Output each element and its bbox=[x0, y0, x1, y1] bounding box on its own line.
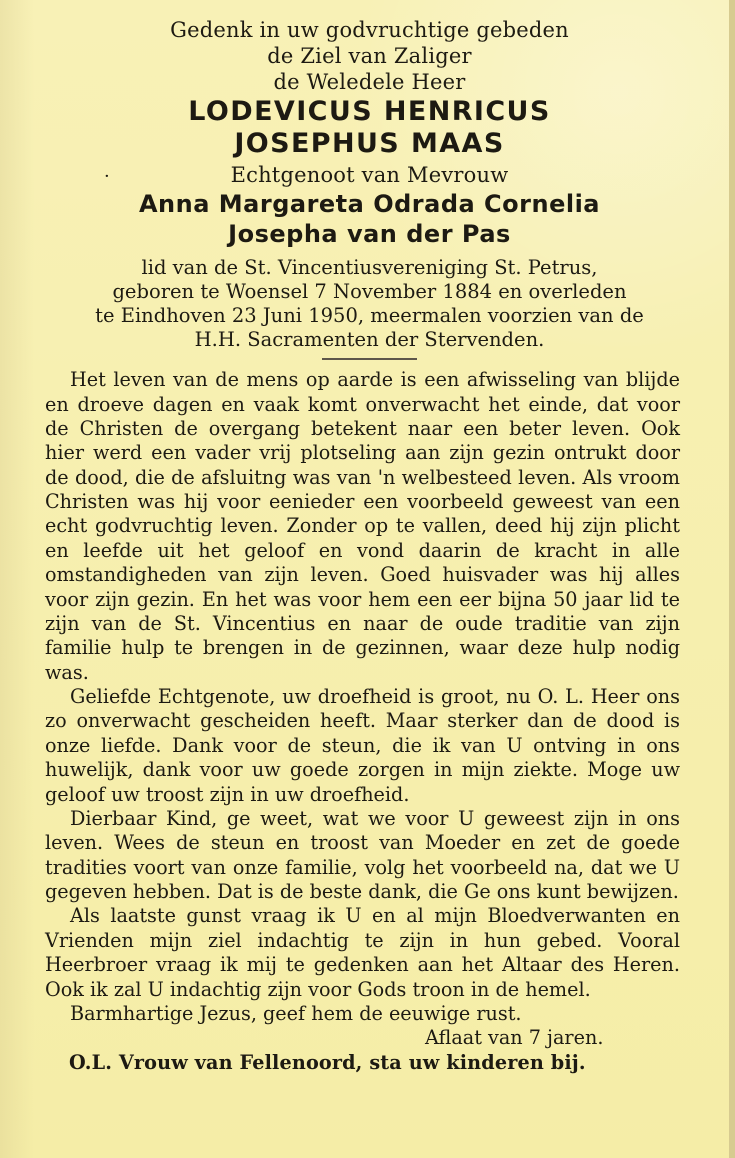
detail-line-4: H.H. Sacramenten der Stervenden. bbox=[194, 328, 545, 352]
indulgence-line: Aflaat van 7 jaren. bbox=[425, 1026, 604, 1050]
deceased-details bbox=[52, 256, 687, 352]
memorial-paragraph-3: Dierbaar Kind, ge weet, wat we voor U geweest zijn in ons leven. Wees de steun en troost van Moeder en zet de goede tradities voort van onze familie, volg het voorbeeld na, dat we U gegeven hebben. Dat is de beste dank, die Ge ons kunt bewijzen. bbox=[45, 806, 680, 904]
spouse-name-line-1: Anna Margareta Odrada Cornelia bbox=[138, 190, 600, 219]
header-line-2: de Ziel van Zaliger bbox=[267, 43, 472, 68]
deceased-name-line-1: LODEVICUS HENRICUS bbox=[188, 96, 551, 128]
detail-line-3: te Eindhoven 23 Juni 1950, meermalen voorzien van de bbox=[95, 304, 644, 328]
memorial-paragraph-4: Als laatste gunst vraag ik U en al mijn Bloedverwanten en Vrienden mijn ziel indachtig te zijn in hun gebed. Vooral Heerbroer vraag ik mij te gedenken aan het Altaar des Heren. Ook ik zal U indachtig zijn voor Gods troon in de hemel. bbox=[45, 904, 680, 1001]
memorial-text bbox=[45, 368, 680, 1075]
spouse-name-line-2: Josepha van der Pas bbox=[228, 219, 511, 248]
memorial-paragraph-2: Geliefde Echtgenote, uw droefheid is groot, nu O. L. Heer ons zo onverwacht gescheiden heeft. Maar sterker dan de dood is onze liefde. Dank voor de steun, die ik van U ontving in ons huwelijk, dank voor uw goede zorgen in mijn ziekte. Moge uw geloof uw troost zijn in uw droefheid. bbox=[45, 685, 680, 806]
header-line-1: Gedenk in uw godvruchtige gebeden bbox=[170, 18, 569, 42]
closing-prayer-line: O.L. Vrouw van Fellenoord, sta uw kinderen bij. bbox=[69, 1050, 586, 1074]
detail-line-1: lid van de St. Vincentiusvereniging St. Petrus, bbox=[141, 256, 598, 280]
spouse-label-row bbox=[52, 163, 687, 189]
detail-line-2: geboren te Woensel 7 November 1884 en overleden bbox=[112, 280, 627, 304]
memorial-paragraph-1: Het leven van de mens op aarde is een afwisseling van blijde en droeve dagen en vaak komt onverwacht het einde, dat voor de Christen de overgang betekent naar een beter leven. Ook hier werd een vader vrij plotseling aan zijn gezin ontrukt door de dood, die de afsluitng was van 'n welbesteed leven. Als vroom Christen was hij voor eenieder een voorbeeld geweest van een echt godvruchtig leven. Zonder op te vallen, deed hij zijn plicht en leefde uit het geloof en vond daarin de kracht in alle omstandigheden van zijn leven. Goed huisvader was hij alles voor zijn gezin. En het was voor hem een eer bijna 50 jaar lid te zijn van de St. Vincentius en naar de oude traditie van zijn familie hulp te brengen in de gezinnen, waar deze hulp nodig was. bbox=[45, 368, 680, 684]
dot-mark: · bbox=[104, 166, 110, 188]
prayer-line: Barmhartige Jezus, geef hem de eeuwige rust. bbox=[70, 1001, 522, 1025]
deceased-name-line-2: JOSEPHUS MAAS bbox=[234, 128, 505, 160]
spouse-label: Echtgenoot van Mevrouw bbox=[230, 163, 509, 188]
paper-shadow bbox=[0, 0, 34, 1158]
divider-line bbox=[322, 358, 417, 360]
header-line-3: de Weledele Heer bbox=[273, 69, 466, 94]
card-header bbox=[52, 18, 687, 360]
